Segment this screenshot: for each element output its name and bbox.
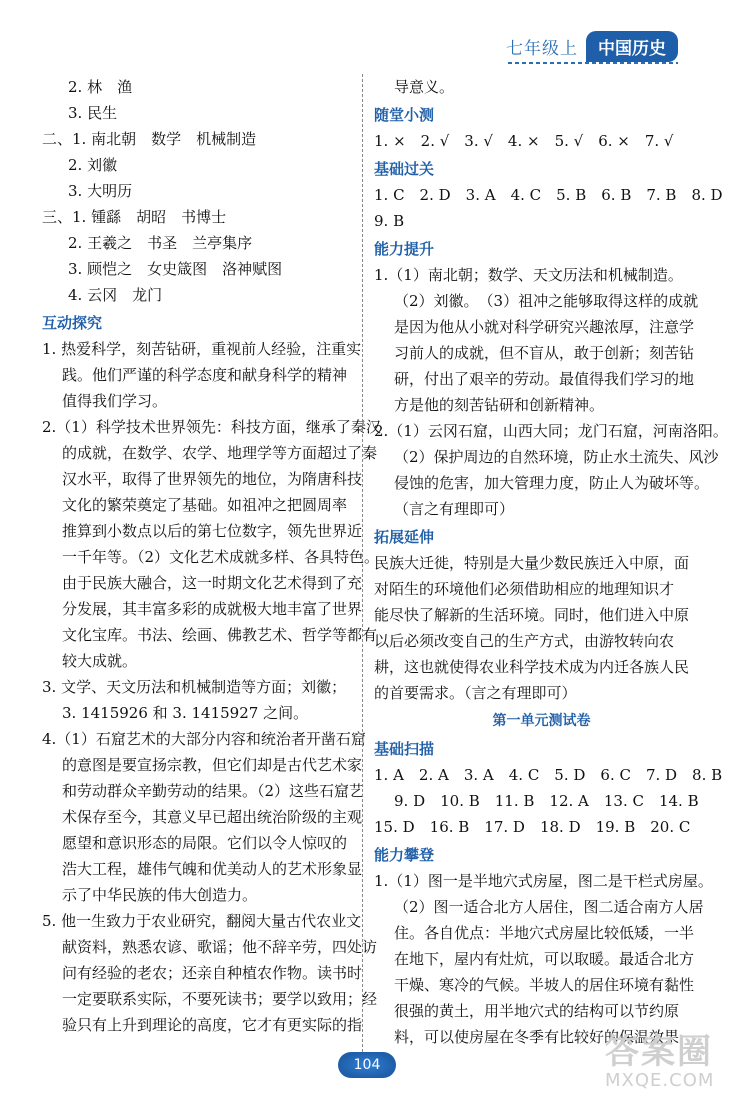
answer-line: 1. × 2. √ 3. √ 4. × 5. √ 6. × 7. √ [374,132,674,150]
section-heading-nengli: 能力提升 [374,240,435,258]
section-heading-jichu: 基础过关 [374,160,435,178]
watermark-logo [605,1033,740,1095]
answer-line: 文化的繁荣奠定了基础。如祖冲之把圆周率 [62,496,348,514]
answer-line: 汉水平，取得了世界领先的地位，为隋唐科技 [62,470,363,488]
answer-line: 献资料，熟悉农谚、歌谣；他不辞辛劳，四处访 [62,938,378,956]
answer-line: 2.（1）科学技术世界领先：科技方面，继承了秦汉 [42,418,381,436]
answer-line: 文化宝库。书法、绘画、佛教艺术、哲学等都有 [62,626,378,644]
answer-line: 导意义。 [394,78,455,96]
answer-line: 术保存至今，其意义早已超出统治阶级的主观 [62,808,363,826]
answer-line: 三、1. 锺繇 胡昭 书博士 [42,208,227,226]
answer-line: 5. 他一生致力于农业研究，翻阅大量古代农业文 [42,912,362,930]
answer-line: 2. 林 渔 [68,78,133,96]
header-dashed-line [508,62,678,64]
answer-line: 4. 云冈 龙门 [68,286,163,304]
answer-line: 很强的黄土，用半地穴式的结构可以节约原 [394,1002,680,1020]
answer-line: （言之有理即可） [394,500,515,518]
answer-line: 二、1. 南北朝 数学 机械制造 [42,130,257,148]
answer-line: 示了中华民族的伟大创造力。 [62,886,258,904]
answer-line: 值得我们学习。 [62,392,168,410]
right-column [374,74,728,1050]
subject-badge: 中国历史 [586,31,678,62]
answer-line: （2）保护周边的自然环境，防止水土流失、风沙 [394,448,719,466]
left-column [42,74,381,1038]
section-heading-pandeng: 能力攀登 [374,846,435,864]
answer-line: 2.（1）云冈石窟，山西大同；龙门石窟，河南洛阳。 [374,422,728,440]
answer-line: 浩大工程，雄伟气魄和优美动人的艺术形象显 [62,860,363,878]
answer-line: 分发展，其丰富多彩的成就极大地丰富了世界 [62,600,363,618]
answer-line: 习前人的成就，但不盲从，敢于创新；刻苦钻 [394,344,695,362]
answer-line: 践。他们严谨的科学态度和献身科学的精神 [62,366,348,384]
answer-line: 能尽快了解新的生活环境。同时，他们进入中原 [374,606,690,624]
answer-line: 愿望和意识形态的局限。它们以令人惊叹的 [62,834,348,852]
answer-line: 的首要需求。（言之有理即可） [374,684,577,702]
answer-line: 3. 民生 [68,104,118,122]
unit-test-title: 第一单元测试卷 [492,713,591,729]
answer-line: 3. 大明历 [68,182,133,200]
column-divider [362,74,363,1052]
page-number: 104 [338,1052,396,1078]
answer-line: 在地下，屋内有灶炕，可以取暖。最适合北方 [394,950,695,968]
answer-line: 一千年等。（2）文化艺术成就多样、各具特色。 [62,548,380,566]
page-header [506,28,678,64]
answer-line: 干燥、寒冷的气候。半坡人的居住环境有黏性 [394,976,695,994]
answer-line: 研，付出了艰辛的劳动。最值得我们学习的地 [394,370,695,388]
answer-line: 侵蚀的危害，加大管理力度，防止人为破坏等。 [394,474,710,492]
answer-line: 1. A 2. A 3. A 4. C 5. D 6. C 7. D 8. B [374,766,723,784]
answer-line: 1.（1）南北朝；数学、天文历法和机械制造。 [374,266,683,284]
watermark-text: 答案圈 [605,1032,713,1072]
answer-line: （2）刘徽。 （3）祖冲之能够取得这样的成就 [394,292,699,310]
section-heading-saomiao: 基础扫描 [374,740,435,758]
answer-line: 较大成就。 [62,652,138,670]
answer-line: 1. C 2. D 3. A 4. C 5. B 6. B 7. B 8. D [374,186,723,204]
answer-line: 的成就，在数学、农学、地理学等方面超过了秦 [62,444,378,462]
answer-line: 3. 1415926 和 3. 1415927 之间。 [62,704,309,722]
answer-line: 一定要联系实际，不要死读书；要学以致用；经 [62,990,378,1008]
answer-line: 3. 文学、天文历法和机械制造等方面；刘徽； [42,678,347,696]
watermark-url: MXQE.COM [605,1070,715,1091]
answer-line: 验只有上升到理论的高度，它才有更实际的指 [62,1016,363,1034]
answer-line: 的意图是要宣扬宗教，但它们却是古代艺术家 [62,756,363,774]
answer-line: 以后必须改变自己的生产方式，由游牧转向农 [374,632,675,650]
answer-line: 2. 王羲之 书圣 兰亭集序 [68,234,253,252]
answer-line: 对陌生的环境他们必须借助相应的地理知识才 [374,580,675,598]
answer-line: 料，可以使房屋在冬季有比较好的保温效果， [394,1028,695,1046]
answer-line: 是因为他从小就对科学研究兴趣浓厚，注意学 [394,318,695,336]
answer-line: 耕，这也就使得农业科学技术成为内迁各族人民 [374,658,690,676]
answer-line: 1.（1）图一是半地穴式房屋，图二是干栏式房屋。 [374,872,713,890]
section-heading-hudong: 互动探究 [42,314,103,332]
answer-line: 和劳动群众辛勤劳动的结果。（2）这些石窟艺 [62,782,365,800]
section-heading-suitang: 随堂小测 [374,106,435,124]
answer-line: 3. 顾恺之 女史箴图 洛神赋图 [68,260,283,278]
grade-label: 七年级上 [506,38,578,59]
answer-line: 问有经验的老农；还亲自种植农作物。读书时 [62,964,363,982]
answer-line: 推算到小数点以后的第七位数字，领先世界近 [62,522,363,540]
answer-line: 9. B [374,212,405,230]
answer-line: 15. D 16. B 17. D 18. D 19. B 20. C [374,818,691,836]
answer-line: 住。各自优点：半地穴式房屋比较低矮，一半 [394,924,695,942]
answer-line: 方是他的刻苦钻研和创新精神。 [394,396,605,414]
answer-line: 2. 刘徽 [68,156,118,174]
answer-line: 民族大迁徙，特别是大量少数民族迁入中原，面 [374,554,690,572]
answer-line: （2）图一适合北方人居住，图二适合南方人居 [394,898,704,916]
answer-line: 9. D 10. B 11. B 12. A 13. C 14. B [394,792,699,810]
section-heading-tuozhan: 拓展延伸 [374,528,435,546]
answer-line: 由于民族大融合，这一时期文化艺术得到了充 [62,574,363,592]
answer-line: 1. 热爱科学，刻苦钻研，重视前人经验，注重实 [42,340,362,358]
answer-line: 4.（1）石窟艺术的大部分内容和统治者开凿石窟 [42,730,366,748]
